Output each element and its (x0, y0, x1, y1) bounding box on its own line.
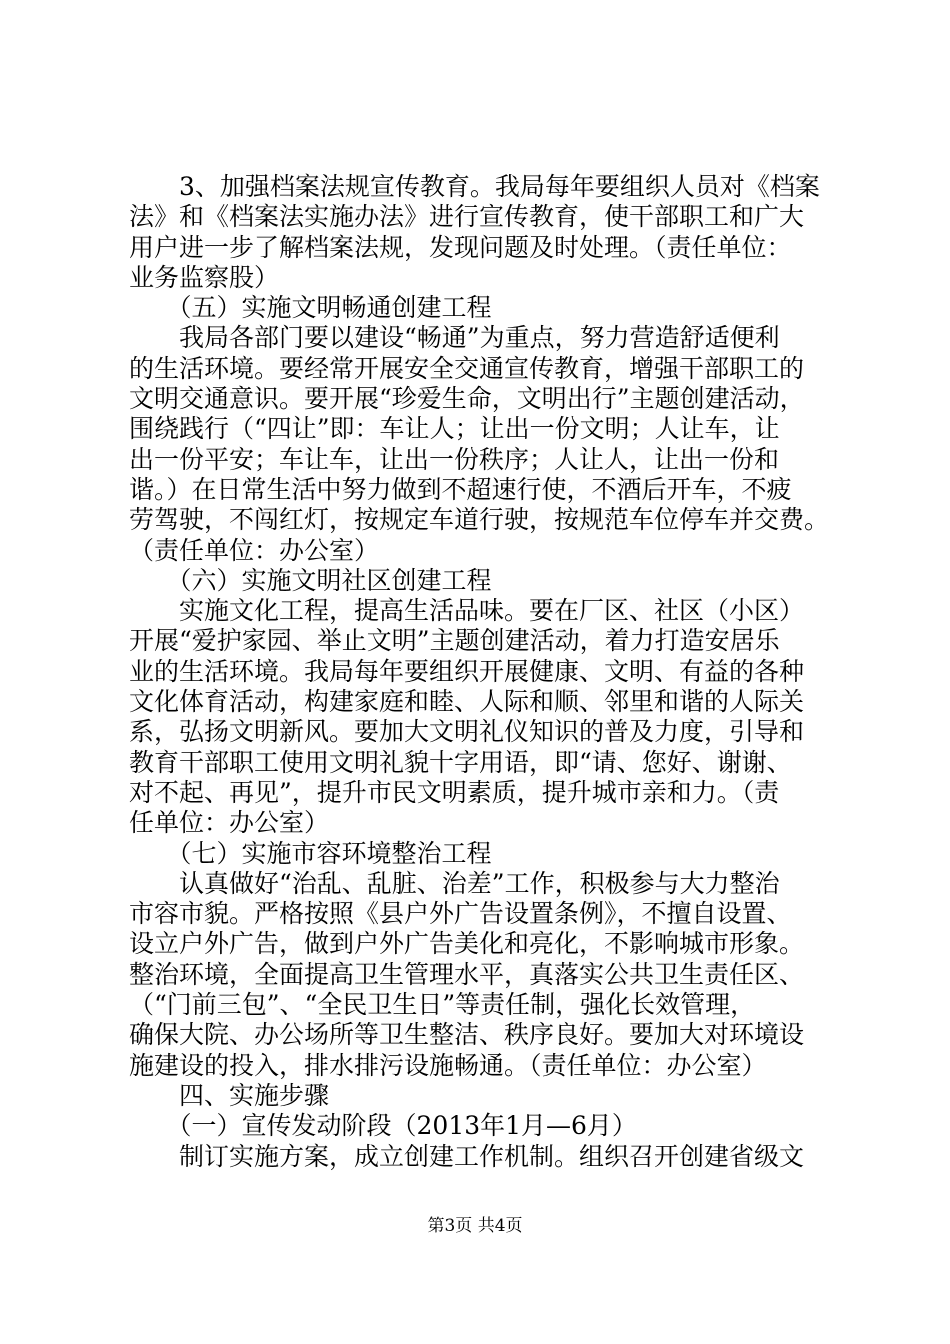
text-line: （“门前三包”、“全民卫生日”等责任制，强化长效管理， (129, 990, 756, 1020)
text-line: 市容市貌。严格按照《县户外广告设置条例》，不擅自设置、 (129, 899, 792, 929)
text-line: 对不起、再见”，提升市民文明素质，提升城市亲和力。（责 (129, 777, 780, 807)
text-line: 围绕践行（“四让”即：车让人；让出一份文明；人让车，让 (129, 414, 780, 444)
section-heading: 四、实施步骤 (129, 1080, 330, 1110)
text-line: 整治环境，全面提高卫生管理水平，真落实公共卫生责任区、 (129, 959, 805, 989)
text-line: （责任单位：办公室） (129, 535, 380, 565)
text-line: 3、加强档案法规宣传教育。我局每年要组织人员对《档案 (129, 172, 820, 201)
text-line: 我局各部门要以建设“畅通”为重点，努力营造舒适便利 (129, 323, 780, 353)
text-line: 文化体育活动，构建家庭和睦、人际和顺、邻里和谐的人际关 (129, 687, 805, 717)
text-line: 业务监察股） (129, 262, 280, 292)
text-line: 教育干部职工使用文明礼貌十字用语，即“请、您好、谢谢、 (129, 747, 792, 777)
section-heading: （一）宣传发动阶段（2013年1月—6月） (129, 1111, 637, 1141)
text-line: 设立户外广告，做到户外广告美化和亮化，不影响城市形象。 (129, 929, 805, 959)
text-line: 用户进一步了解档案法规，发现问题及时处理。（责任单位： (129, 232, 792, 262)
text-line: 任单位：办公室） (129, 808, 330, 838)
text-line: 实施文化工程，提高生活品味。要在厂区、社区（小区） (129, 596, 805, 626)
text-line: 开展“爱护家园、举止文明”主题创建活动，着力打造安居乐 (129, 626, 780, 656)
text-line: 法》和《档案法实施办法》进行宣传教育，使干部职工和广大 (129, 202, 805, 232)
text-line: 确保大院、办公场所等卫生整洁、秩序良好。要加大对环境设 (129, 1020, 805, 1050)
text-line: 系，弘扬文明新风。要加大文明礼仪知识的普及力度，引导和 (129, 717, 805, 747)
text-line: 施建设的投入，排水排污设施畅通。（责任单位：办公室） (129, 1050, 767, 1080)
section-heading: （五）实施文明畅通创建工程 (129, 293, 492, 323)
document-body (129, 172, 829, 1172)
text-line: 制订实施方案，成立创建工作机制。组织召开创建省级文 (129, 1141, 805, 1171)
text-line: 文明交通意识。要开展“珍爱生命，文明出行”主题创建活动， (129, 384, 805, 414)
page-footer: 第3页 共4页 (427, 1216, 523, 1236)
section-heading: （七）实施市容环境整治工程 (129, 838, 492, 868)
section-heading: （六）实施文明社区创建工程 (129, 565, 492, 595)
text-line: 的生活环境。要经常开展安全交通宣传教育，增强干部职工的 (129, 353, 805, 383)
text-line: 出一份平安；车让车，让出一份秩序；人让人，让出一份和 (129, 444, 780, 474)
text-line: 认真做好“治乱、乱脏、治差”工作，积极参与大力整治 (129, 868, 780, 898)
text-line: 劳驾驶，不闯红灯，按规定车道行驶，按规范车位停车并交费。 (129, 505, 830, 535)
text-line: 业的生活环境。我局每年要组织开展健康、文明、有益的各种 (129, 656, 805, 686)
text-line: 谐。）在日常生活中努力做到不超速行使，不酒后开车，不疲 (129, 474, 792, 504)
